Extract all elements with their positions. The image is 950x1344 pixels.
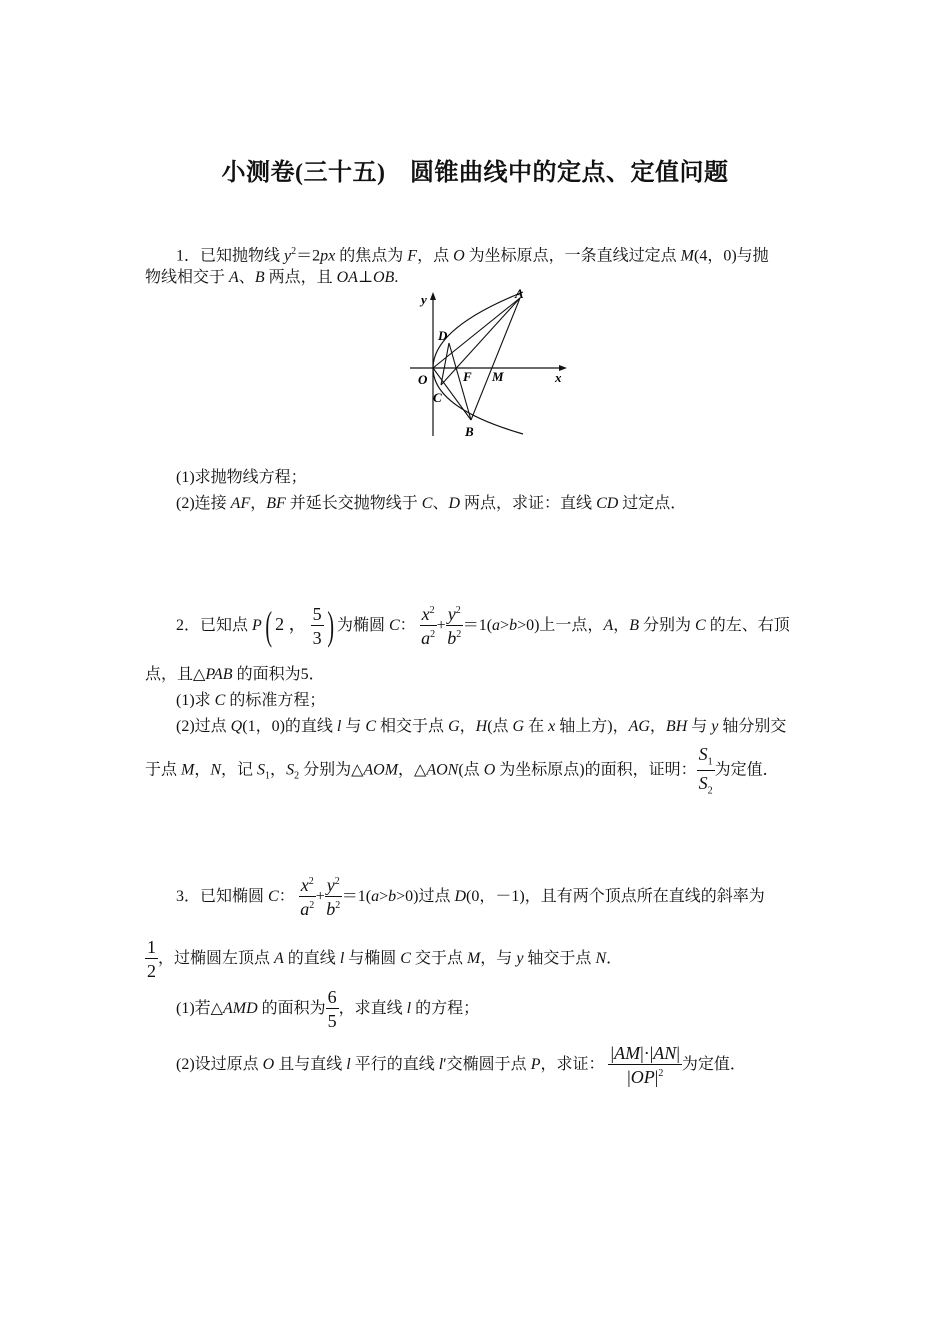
q2-line2: 点，且△PAB 的面积为5． <box>145 666 325 683</box>
label-C: C <box>433 390 442 405</box>
page-title: 小测卷(三十五) 圆锥曲线中的定点、定值问题 <box>221 160 729 186</box>
q1-sub1: (1)求抛物线方程； <box>176 469 307 486</box>
label-B: B <box>465 424 474 439</box>
q1-line1: 1．已知抛物线 $y^2=2px$ 的焦点为 F，点 O 为坐标原点，一条直线过定点 M(4，0)与抛 <box>176 246 769 265</box>
q2-sub1: (1)求 C 的标准方程； <box>176 692 326 709</box>
q1-sub2: (2)连接 AF，BF 并延长交抛物线于 C、D 两点，求证：直线 CD 过定点． <box>176 495 687 512</box>
q3-line1: 3．已知椭圆 C： $\frac{x^2}{a^2}$ + $\frac{y^2}{b^2}$ ＝1(a>b>0)过点 D(0，－1)，且有两个顶点所在直线的斜率为 <box>176 875 765 920</box>
label-O: O <box>418 372 428 387</box>
q1-line2: 物线相交于 A、B 两点，且 OA⊥OB. <box>145 269 399 286</box>
label-D: D <box>438 328 448 343</box>
q2-line4: 于点 M，N，记 $S_1$，$S_2$ 分别为△AOM，△AON(点 O 为坐标原点)的面积，证明： $\frac{S_1}{S_2}$ 为定值． <box>145 744 779 797</box>
label-M: M <box>492 369 504 384</box>
q3-sub1: (1)若△AMD 的面积为 $\frac{6}{5}$ ，求直线 l 的方程； <box>176 987 480 1032</box>
label-x: x <box>555 370 562 385</box>
q3-sub2: (2)设过原点 O 且与直线 l 平行的直线 l′交椭圆于点 P，求证： $\frac{|AM|\cdot|AN|}{|OP|^2}$ 为定值． <box>176 1043 746 1088</box>
q2-line1: 2．已知点 P( 2 ， $\frac{5}{3}$ ) 为椭圆 C： $\frac{x^2}{a^2}$ + $\frac{y^2}{b^2}$ ＝1(a>b>0)上一点，A，B 分别为 C 的左、右顶 <box>176 603 790 649</box>
label-A: A <box>515 288 524 301</box>
label-y: y <box>421 292 427 307</box>
q2-sub2: (2)过点 Q(1，0)的直线 l 与 C 相交于点 G，H(点 G 在 x 轴上方)，AG，BH 与 y 轴分别交 <box>176 718 787 735</box>
q3-line2: $\frac{1}{2}$ ，过椭圆左顶点 A 的直线 l 与椭圆 C 交于点 M，与 y 轴交于点 N． <box>147 937 623 982</box>
label-F: F <box>463 369 472 384</box>
parabola-figure <box>405 288 575 440</box>
